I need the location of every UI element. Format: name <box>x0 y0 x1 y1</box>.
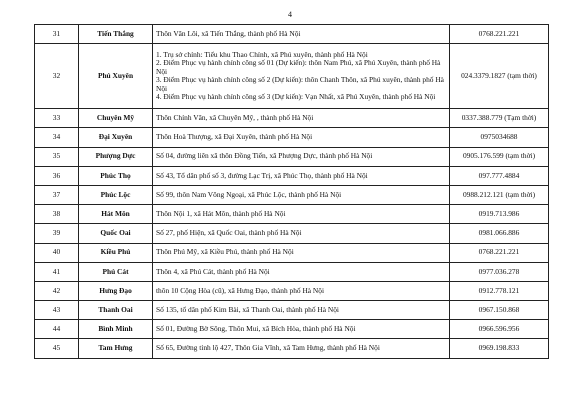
ward-name: Quốc Oai <box>79 224 153 243</box>
row-number: 36 <box>35 166 79 185</box>
phone-number: 0967.150.868 <box>450 301 549 320</box>
table-row <box>35 147 549 166</box>
row-number: 42 <box>35 281 79 300</box>
phone-number: 0905.176.599 (tạm thời) <box>450 147 549 166</box>
phone-number: 0977.036.278 <box>450 262 549 281</box>
ward-name: Phú Xuyên <box>79 44 153 109</box>
address: Thôn Nội 1, xã Hát Môn, thành phố Hà Nội <box>153 205 450 224</box>
address: Thôn Chính Văn, xã Chuyên Mỹ, , thành phố Hà Nội <box>153 109 450 128</box>
phone-number: 024.3379.1827 (tạm thời) <box>450 44 549 109</box>
table-row <box>35 243 549 262</box>
row-number: 33 <box>35 109 79 128</box>
contact-table <box>34 24 549 359</box>
ward-name: Hát Môn <box>79 205 153 224</box>
ward-name: Phúc Thọ <box>79 166 153 185</box>
address: Thôn Hoà Thượng, xã Đại Xuyên, thành phố Hà Nội <box>153 128 450 147</box>
ward-name: Phúc Lộc <box>79 185 153 204</box>
ward-name: Hưng Đạo <box>79 281 153 300</box>
row-number: 39 <box>35 224 79 243</box>
ward-name: Tiến Thắng <box>79 25 153 44</box>
table-row <box>35 128 549 147</box>
table-row <box>35 281 549 300</box>
ward-name: Tam Hưng <box>79 339 153 358</box>
address: Số 65, Đường tỉnh lộ 427, Thôn Gia Vĩnh, xã Tam Hưng, thành phố Hà Nội <box>153 339 450 358</box>
table-row <box>35 320 549 339</box>
table-row <box>35 224 549 243</box>
row-number: 35 <box>35 147 79 166</box>
table-row <box>35 185 549 204</box>
phone-number: 097.777.4884 <box>450 166 549 185</box>
phone-number: 0969.198.833 <box>450 339 549 358</box>
row-number: 32 <box>35 44 79 109</box>
ward-name: Thanh Oai <box>79 301 153 320</box>
address: Số 43, Tổ dân phố số 3, đường Lạc Trị, xã Phúc Thọ, thành phố Hà Nội <box>153 166 450 185</box>
address: Thôn Văn Lôi, xã Tiến Thắng, thành phố Hà Nội <box>153 25 450 44</box>
row-number: 44 <box>35 320 79 339</box>
address-line: 3. Điểm Phục vụ hành chính công số 2 (Dự kiến): thôn Chanh Thôn, xã Phú xuyên, thành phố Hà Nội <box>156 75 444 93</box>
row-number: 45 <box>35 339 79 358</box>
phone-number: 0337.388.779 (Tạm thời) <box>450 109 549 128</box>
ward-name: Bình Minh <box>79 320 153 339</box>
address-line: 2. Điểm Phục vụ hành chính công số 01 (Dự kiến): thôn Nam Phú, xã Phú Xuyên, thành phố Hà Nội <box>156 58 441 76</box>
row-number: 41 <box>35 262 79 281</box>
ward-name: Phú Cát <box>79 262 153 281</box>
ward-name: Kiều Phú <box>79 243 153 262</box>
phone-number: 0768.221.221 <box>450 25 549 44</box>
address: Thôn 4, xã Phú Cát, thành phố Hà Nội <box>153 262 450 281</box>
row-number: 40 <box>35 243 79 262</box>
phone-number: 0988.212.121 (tạm thời) <box>450 185 549 204</box>
phone-number: 0912.778.121 <box>450 281 549 300</box>
address: Số 27, phố Hiện, xã Quốc Oai, thành phố Hà Nội <box>153 224 450 243</box>
phone-number: 0981.066.886 <box>450 224 549 243</box>
row-number: 31 <box>35 25 79 44</box>
row-number: 37 <box>35 185 79 204</box>
address: Số 01, Đường Bờ Sông, Thôn Mui, xã Bích Hòa, thành phố Hà Nội <box>153 320 450 339</box>
address: Thôn Phú Mỹ, xã Kiều Phú, thành phố Hà Nội <box>153 243 450 262</box>
address <box>153 44 450 109</box>
table-row <box>35 262 549 281</box>
address: Số 135, tổ dân phố Kim Bài, xã Thanh Oai, thành phố Hà Nội <box>153 301 450 320</box>
address-line: 1. Trụ sở chính: Tiểu khu Thao Chính, xã Phú xuyên, thành phố Hà Nội <box>156 49 368 59</box>
ward-name: Đại Xuyên <box>79 128 153 147</box>
address: Số 04, đường liên xã thôn Đồng Tiến, xã Phượng Dực, thành phố Hà Nội <box>153 147 450 166</box>
address-line: 4. Điểm Phục vụ hành chính công số 3 (Dự kiến): Vạn Nhất, xã Phú Xuyên, thành phố Hà Nội <box>156 92 436 101</box>
table-row <box>35 166 549 185</box>
ward-name: Phượng Dực <box>79 147 153 166</box>
table-row <box>35 301 549 320</box>
phone-number: 0919.713.986 <box>450 205 549 224</box>
address: Số 99, thôn Nam Võng Ngoại, xã Phúc Lộc, thành phố Hà Nội <box>153 185 450 204</box>
row-number: 43 <box>35 301 79 320</box>
table-row <box>35 205 549 224</box>
ward-name: Chuyên Mỹ <box>79 109 153 128</box>
row-number: 34 <box>35 128 79 147</box>
table-row <box>35 339 549 358</box>
table-row <box>35 109 549 128</box>
table-row <box>35 44 549 109</box>
row-number: 38 <box>35 205 79 224</box>
phone-number: 0975034688 <box>450 128 549 147</box>
address: thôn 10 Cộng Hòa (cũ), xã Hưng Đạo, thành phố Hà Nội <box>153 281 450 300</box>
phone-number: 0768.221.221 <box>450 243 549 262</box>
phone-number: 0966.596.956 <box>450 320 549 339</box>
page-number: 4 <box>288 10 292 19</box>
table-row <box>35 25 549 44</box>
